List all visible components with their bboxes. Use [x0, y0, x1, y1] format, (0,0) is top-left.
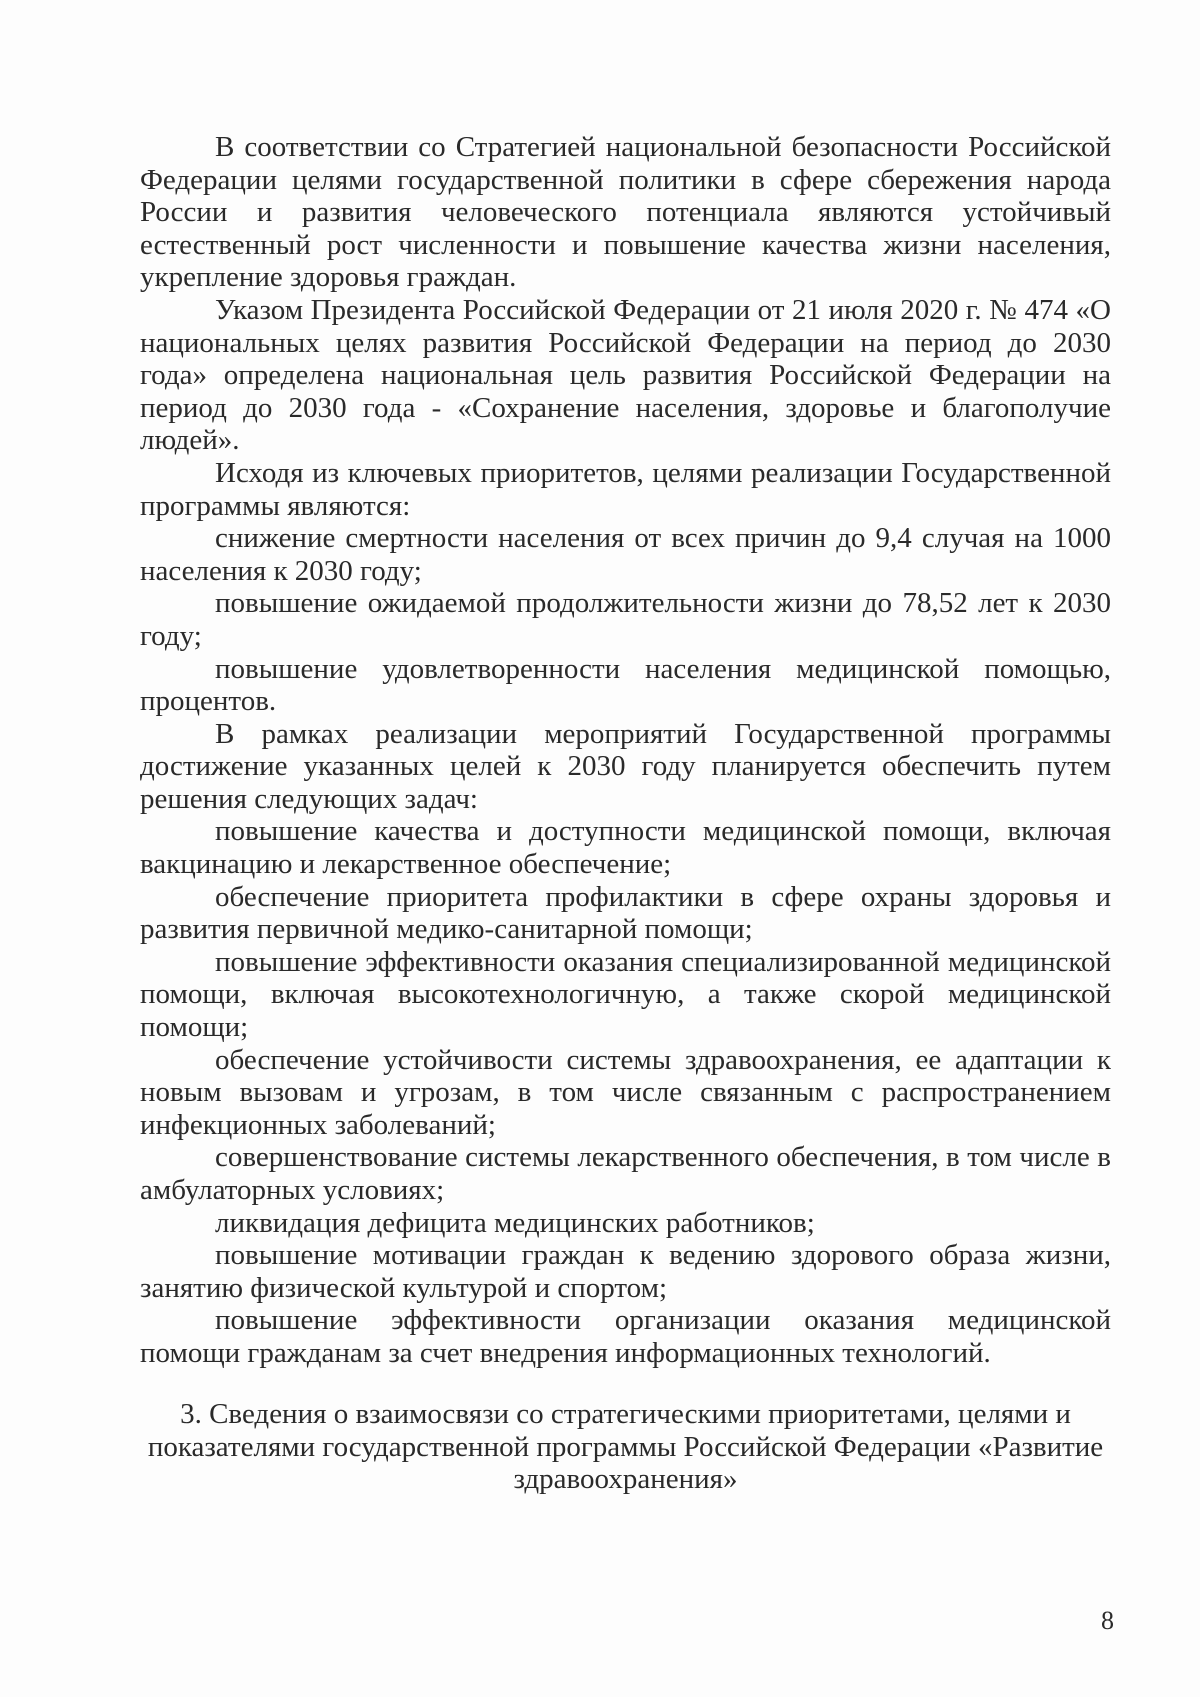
task-item-specialized-care: повышение эффективности оказания специализированной медицинской помощи, включая высокотехнологичную, а также скорой медицинской помощи; [140, 945, 1111, 1044]
task-item-healthy-lifestyle: повышение мотивации граждан к ведению здорового образа жизни, занятию физической культурой и спортом; [140, 1239, 1111, 1304]
page-number: 8 [1101, 1606, 1114, 1635]
document-body [140, 131, 1111, 1370]
paragraph-tasks-intro: В рамках реализации мероприятий Государственной программы достижение указанных целей к 2030 году планируется обеспечить путем решения следующих задач: [140, 717, 1111, 815]
goal-item-life-expectancy: повышение ожидаемой продолжительности жизни до 78,52 лет к 2030 году; [140, 587, 1111, 652]
task-item-prevention: обеспечение приоритета профилактики в сфере охраны здоровья и развития первичной медико-санитарной помощи; [140, 880, 1111, 946]
task-item-drug-supply: совершенствование системы лекарственного обеспечения, в том числе в амбулаторных условиях; [140, 1141, 1111, 1206]
paragraph-strategy: В соответствии со Стратегией национальной безопасности Российской Федерации целями государственной политики в сфере сбережения народа России и развития человеческого потенциала являются устойчивый естественный рост численности и повышение качества жизни населения, укрепление здоровья граждан. [140, 131, 1111, 294]
goal-item-satisfaction: повышение удовлетворенности населения медицинской помощью, процентов. [140, 652, 1111, 718]
paragraph-goals-intro: Исходя из ключевых приоритетов, целями реализации Государственной программы являются: [140, 456, 1111, 522]
section-heading: 3. Сведения о взаимосвязи со стратегическими приоритетами, целями и показателями государственной программы Российской Федерации «Развитие здравоохранения» [147, 1398, 1104, 1496]
task-item-staff-shortage: ликвидация дефицита медицинских работников; [215, 1206, 815, 1239]
goal-item-mortality: снижение смертности населения от всех причин до 9,4 случая на 1000 населения к 2030 году; [140, 522, 1111, 587]
task-item-quality-access: повышение качества и доступности медицинской помощи, включая вакцинацию и лекарственное обеспечение; [140, 815, 1111, 881]
task-item-resilience: обеспечение устойчивости системы здравоохранения, ее адаптации к новым вызовам и угрозам, в том числе связанным с распространением инфекционных заболеваний; [140, 1043, 1111, 1141]
paragraph-decree: Указом Президента Российской Федерации от 21 июля 2020 г. № 474 «О национальных целях развития Российской Федерации на период до 2030 года» определена национальная цель развития Российской Федерации на период до 2030 года - «Сохранение населения, здоровье и благополучие людей». [140, 293, 1111, 457]
task-item-it: повышение эффективности организации оказания медицинской помощи гражданам за счет внедрения информационных технологий. [140, 1304, 1111, 1369]
